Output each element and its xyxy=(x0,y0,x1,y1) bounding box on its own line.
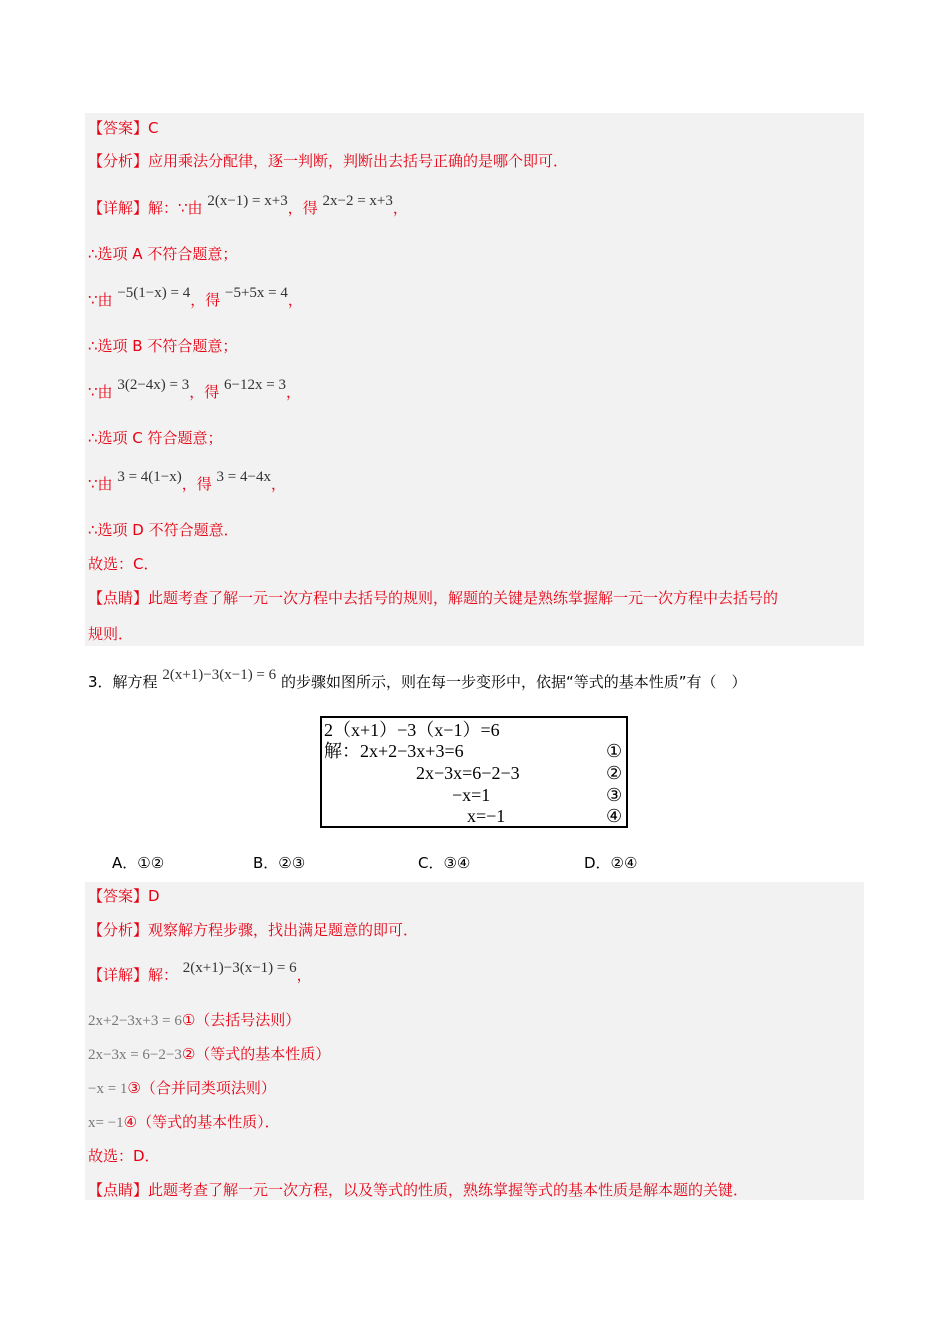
choose-line: 故选：C． xyxy=(88,555,159,573)
analysis-line: 【分析】观察解方程步骤，找出满足题意的即可． xyxy=(88,921,419,939)
because-text: ∵由 xyxy=(88,291,113,309)
equation: 2(x−1) = x+3 xyxy=(207,193,288,209)
step-line-c xyxy=(88,377,301,403)
solution-steps-figure xyxy=(320,716,628,828)
step-equation: x= −1 xyxy=(88,1115,124,1131)
question-prefix: 3．解方程 xyxy=(88,673,158,691)
step-number-3: ③ xyxy=(606,785,623,805)
figure-line-0: 2（x+1）−3（x−1）=6 xyxy=(324,720,500,740)
answer-line: 【答案】D xyxy=(88,887,160,905)
option-d[interactable]: D．②④ xyxy=(584,854,638,872)
comma: ， xyxy=(285,383,301,401)
option-a[interactable]: A．①② xyxy=(112,854,165,872)
step-number-4: ④ xyxy=(606,806,623,826)
step-equation: 2x+2−3x+3 = 6 xyxy=(88,1013,182,1029)
step-number: ④ xyxy=(123,1113,138,1131)
step-equation: 2x−3x = 6−2−3 xyxy=(88,1047,182,1063)
de-text: ，得 xyxy=(190,291,221,309)
answer-line: 【答案】C xyxy=(88,119,159,137)
comment-line: 【点睛】此题考查了解一元一次方程，以及等式的性质，熟练掌握等式的基本性质是解本题的关键． xyxy=(88,1181,749,1199)
comma: ， xyxy=(270,475,286,493)
step-note: （等式的基本性质）． xyxy=(137,1113,280,1131)
step-1 xyxy=(88,1010,300,1031)
step-number-1: ① xyxy=(606,741,623,761)
step-number: ③ xyxy=(127,1079,141,1097)
step-note: （等式的基本性质） xyxy=(195,1045,331,1063)
step-line-b xyxy=(88,285,303,311)
question-3 xyxy=(88,667,747,693)
equation: 6−12x = 3 xyxy=(224,377,286,393)
conclusion-a: ∴选项 A 不符合题意； xyxy=(88,245,238,263)
equation: 2x−2 = x+3 xyxy=(322,193,393,209)
step-number-2: ② xyxy=(606,763,623,783)
option-c[interactable]: C．③④ xyxy=(418,854,471,872)
equation: −5(1−x) = 4 xyxy=(117,285,191,301)
equation: 3(2−4x) = 3 xyxy=(117,377,190,393)
because-text: ∵由 xyxy=(88,383,113,401)
question-suffix: 的步骤如图所示，则在每一步变形中，依据“等式的基本性质”有（ ） xyxy=(280,673,747,691)
figure-line-1: 解：2x+2−3x+3=6 xyxy=(324,741,464,761)
step-3 xyxy=(88,1078,276,1099)
step-2 xyxy=(88,1044,330,1065)
equation: 3 = 4−4x xyxy=(216,469,271,485)
analysis-line: 【分析】应用乘法分配律，逐一判断，判断出去括号正确的是哪个即可． xyxy=(88,152,569,170)
equation: −5+5x = 4 xyxy=(225,285,288,301)
step-line-d xyxy=(88,469,286,495)
conclusion-b: ∴选项 B 不符合题意； xyxy=(88,337,238,355)
detail-label: 【详解】 xyxy=(88,199,149,217)
comment-line-1: 【点睛】此题考查了解一元一次方程中去括号的规则，解题的关键是熟练掌握解一元一次方程中去括号的 xyxy=(88,589,779,607)
figure-line-4: x=−1 xyxy=(467,806,506,826)
step-equation: −x = 1 xyxy=(88,1081,128,1097)
solution-block-1 xyxy=(85,113,864,646)
de-text: ，得 xyxy=(189,383,220,401)
equation: 2(x+1)−3(x−1) = 6 xyxy=(182,960,297,976)
detail-label: 【详解】解： xyxy=(88,966,179,984)
because-text: ∵由 xyxy=(88,475,113,493)
de-text: ，得 xyxy=(287,199,318,217)
step-number: ① xyxy=(181,1011,196,1029)
detail-intro: 解：∵由 xyxy=(148,199,203,217)
conclusion-c: ∴选项 C 符合题意； xyxy=(88,429,223,447)
figure-line-2: 2x−3x=6−2−3 xyxy=(416,763,520,783)
step-note: （合并同类项法则） xyxy=(140,1079,276,1097)
step-note: （去括号法则） xyxy=(195,1011,301,1029)
de-text: ，得 xyxy=(181,475,212,493)
detail-line xyxy=(88,193,408,219)
figure-line-3: −x=1 xyxy=(452,785,491,805)
step-4 xyxy=(88,1112,280,1133)
comma: ， xyxy=(392,199,408,217)
equation: 3 = 4(1−x) xyxy=(117,469,182,485)
option-b[interactable]: B．②③ xyxy=(253,854,306,872)
comma: ， xyxy=(287,291,303,309)
comment-line-2: 规则． xyxy=(88,625,134,643)
step-number: ② xyxy=(181,1045,196,1063)
question-equation: 2(x+1)−3(x−1) = 6 xyxy=(162,667,277,683)
conclusion-d: ∴选项 D 不符合题意． xyxy=(88,521,239,539)
detail-line xyxy=(88,960,312,986)
choose-line: 故选：D． xyxy=(88,1147,160,1165)
comma: ， xyxy=(296,966,312,984)
